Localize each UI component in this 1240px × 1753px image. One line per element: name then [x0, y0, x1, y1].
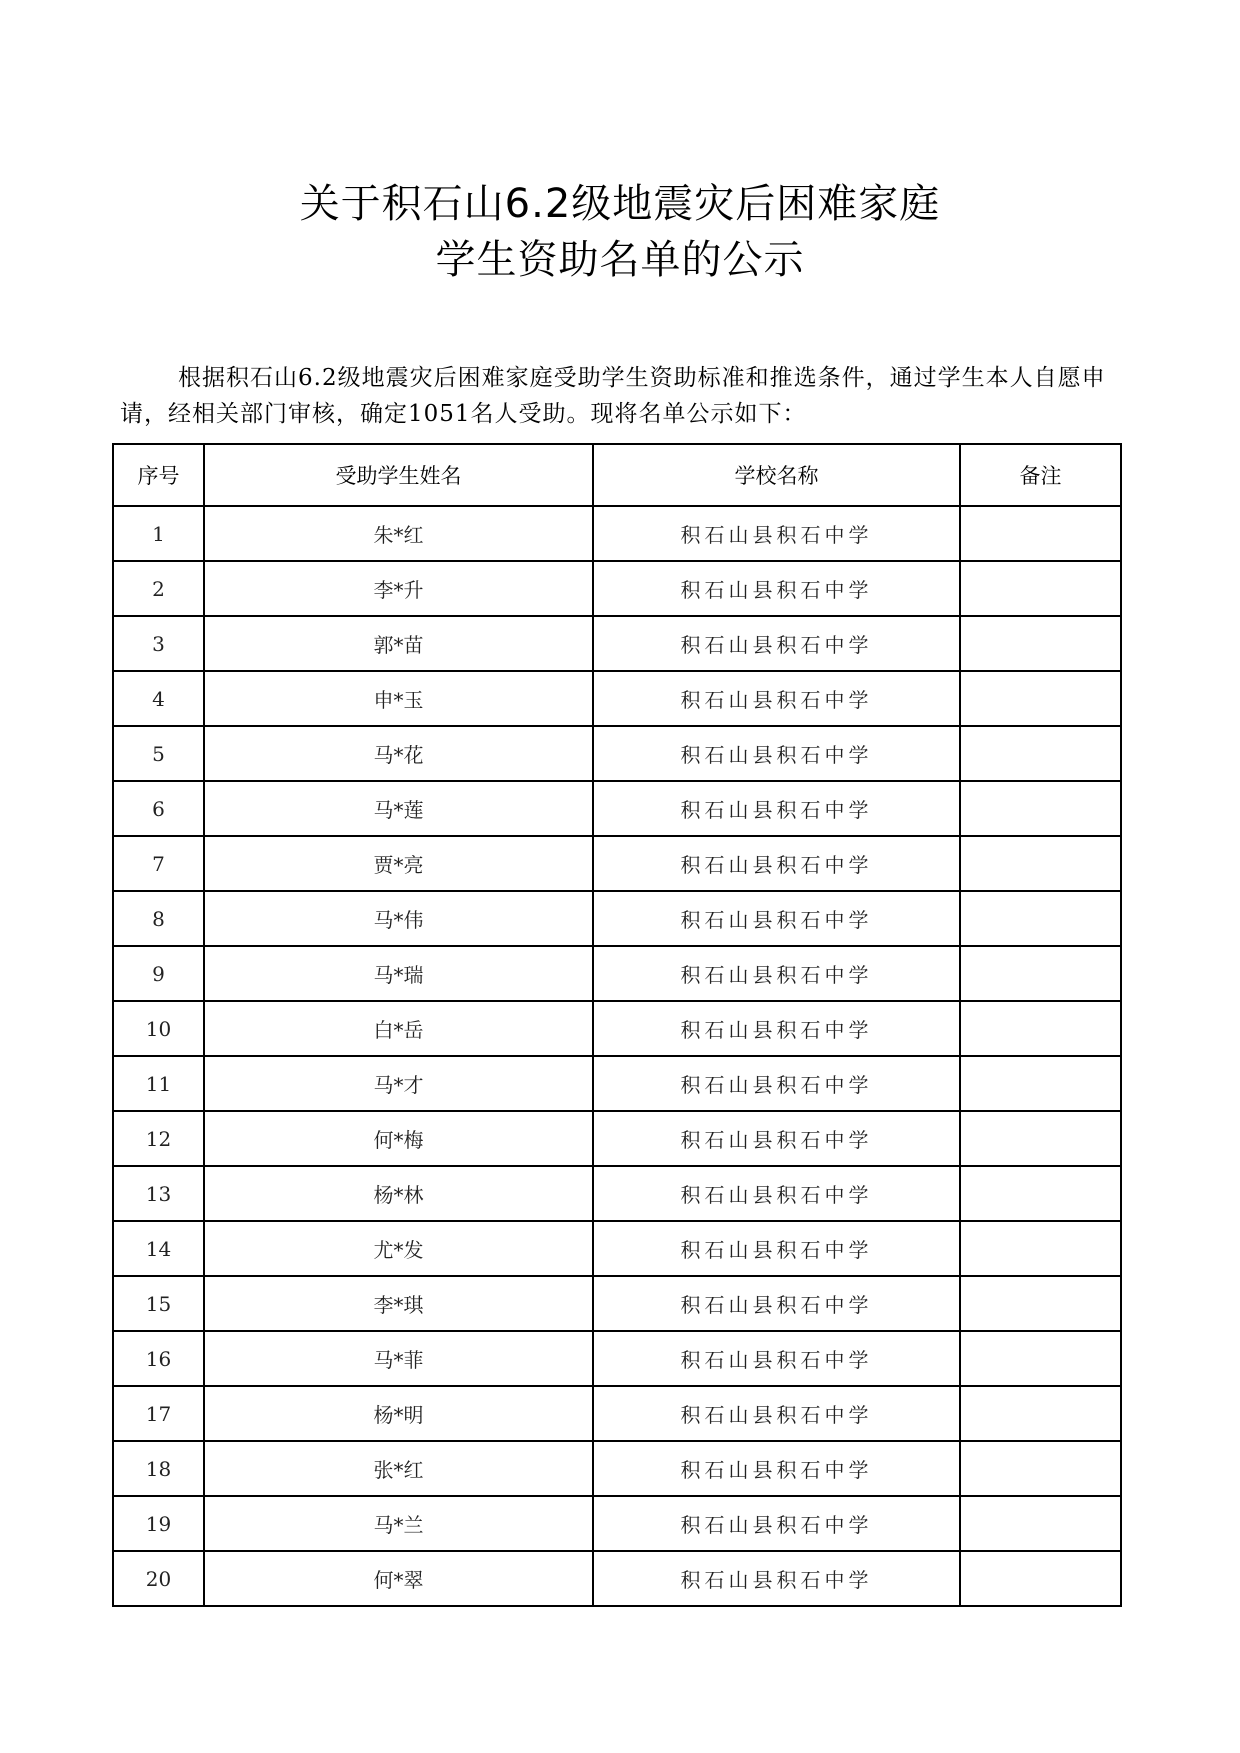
intro-paragraph: 根据积石山6.2级地震灾后困难家庭受助学生资助标准和推选条件，通过学生本人自愿申请，经相关部门审核，确定1051名人受助。现将名单公示如下：	[120, 365, 1106, 427]
serial-number-cell: 10	[113, 1001, 204, 1056]
student-name-cell: 张*红	[204, 1441, 593, 1496]
remarks-cell	[960, 1001, 1121, 1056]
student-name-cell: 李*琪	[204, 1276, 593, 1331]
table-row	[113, 1441, 1121, 1496]
recipient-table	[112, 443, 1122, 1607]
school-name-cell: 积石山县积石中学	[593, 1331, 960, 1386]
school-name-cell: 积石山县积石中学	[593, 1496, 960, 1551]
table-row	[113, 1111, 1121, 1166]
student-name-cell: 马*才	[204, 1056, 593, 1111]
serial-number-cell: 18	[113, 1441, 204, 1496]
remarks-cell	[960, 561, 1121, 616]
serial-number-cell: 3	[113, 616, 204, 671]
serial-number-cell: 15	[113, 1276, 204, 1331]
header-remarks: 备注	[960, 444, 1121, 506]
student-name-cell: 马*莲	[204, 781, 593, 836]
serial-number-cell: 9	[113, 946, 204, 1001]
remarks-cell	[960, 781, 1121, 836]
student-name-cell: 杨*明	[204, 1386, 593, 1441]
student-name-cell: 郭*苗	[204, 616, 593, 671]
document-title-line-2: 学生资助名单的公示	[435, 237, 805, 283]
school-name-cell: 积石山县积石中学	[593, 946, 960, 1001]
table-row	[113, 1496, 1121, 1551]
remarks-cell	[960, 616, 1121, 671]
table-row	[113, 1221, 1121, 1276]
table-body	[113, 506, 1121, 1606]
school-name-cell: 积石山县积石中学	[593, 891, 960, 946]
student-name-cell: 马*瑞	[204, 946, 593, 1001]
remarks-cell	[960, 1441, 1121, 1496]
table-row	[113, 781, 1121, 836]
remarks-cell	[960, 1331, 1121, 1386]
table-row	[113, 726, 1121, 781]
table-row	[113, 946, 1121, 1001]
school-name-cell: 积石山县积石中学	[593, 506, 960, 561]
school-name-cell: 积石山县积石中学	[593, 781, 960, 836]
table-row	[113, 1166, 1121, 1221]
school-name-cell: 积石山县积石中学	[593, 1056, 960, 1111]
document-title-line-1: 关于积石山6.2级地震灾后困难家庭	[299, 181, 941, 227]
student-name-cell: 马*兰	[204, 1496, 593, 1551]
table-row	[113, 506, 1121, 561]
serial-number-cell: 4	[113, 671, 204, 726]
remarks-cell	[960, 891, 1121, 946]
student-name-cell: 杨*林	[204, 1166, 593, 1221]
student-name-cell: 马*花	[204, 726, 593, 781]
school-name-cell: 积石山县积石中学	[593, 1221, 960, 1276]
student-name-cell: 马*菲	[204, 1331, 593, 1386]
student-name-cell: 申*玉	[204, 671, 593, 726]
student-name-cell: 何*梅	[204, 1111, 593, 1166]
serial-number-cell: 8	[113, 891, 204, 946]
student-name-cell: 朱*红	[204, 506, 593, 561]
student-name-cell: 贾*亮	[204, 836, 593, 891]
table-header-row	[113, 444, 1121, 506]
school-name-cell: 积石山县积石中学	[593, 671, 960, 726]
table-row	[113, 561, 1121, 616]
school-name-cell: 积石山县积石中学	[593, 1166, 960, 1221]
table-row	[113, 891, 1121, 946]
table-row	[113, 616, 1121, 671]
remarks-cell	[960, 836, 1121, 891]
serial-number-cell: 5	[113, 726, 204, 781]
remarks-cell	[960, 1056, 1121, 1111]
remarks-cell	[960, 1111, 1121, 1166]
remarks-cell	[960, 671, 1121, 726]
school-name-cell: 积石山县积石中学	[593, 1001, 960, 1056]
serial-number-cell: 6	[113, 781, 204, 836]
school-name-cell: 积石山县积石中学	[593, 1111, 960, 1166]
serial-number-cell: 13	[113, 1166, 204, 1221]
student-name-cell: 何*翠	[204, 1551, 593, 1606]
serial-number-cell: 2	[113, 561, 204, 616]
header-school-name: 学校名称	[593, 444, 960, 506]
table-row	[113, 1276, 1121, 1331]
student-name-cell: 李*升	[204, 561, 593, 616]
school-name-cell: 积石山县积石中学	[593, 561, 960, 616]
serial-number-cell: 1	[113, 506, 204, 561]
remarks-cell	[960, 1221, 1121, 1276]
table-row	[113, 1331, 1121, 1386]
remarks-cell	[960, 1551, 1121, 1606]
school-name-cell: 积石山县积石中学	[593, 1441, 960, 1496]
remarks-cell	[960, 1496, 1121, 1551]
table-row	[113, 671, 1121, 726]
serial-number-cell: 12	[113, 1111, 204, 1166]
serial-number-cell: 14	[113, 1221, 204, 1276]
school-name-cell: 积石山县积石中学	[593, 1386, 960, 1441]
table-row	[113, 1056, 1121, 1111]
remarks-cell	[960, 946, 1121, 1001]
school-name-cell: 积石山县积石中学	[593, 1276, 960, 1331]
remarks-cell	[960, 1386, 1121, 1441]
student-name-cell: 尤*发	[204, 1221, 593, 1276]
remarks-cell	[960, 1166, 1121, 1221]
header-serial-number: 序号	[113, 444, 204, 506]
serial-number-cell: 16	[113, 1331, 204, 1386]
table-row	[113, 1001, 1121, 1056]
school-name-cell: 积石山县积石中学	[593, 616, 960, 671]
serial-number-cell: 7	[113, 836, 204, 891]
table-row	[113, 1386, 1121, 1441]
school-name-cell: 积石山县积石中学	[593, 1551, 960, 1606]
student-name-cell: 马*伟	[204, 891, 593, 946]
student-name-cell: 白*岳	[204, 1001, 593, 1056]
remarks-cell	[960, 726, 1121, 781]
serial-number-cell: 11	[113, 1056, 204, 1111]
school-name-cell: 积石山县积石中学	[593, 836, 960, 891]
header-student-name: 受助学生姓名	[204, 444, 593, 506]
serial-number-cell: 19	[113, 1496, 204, 1551]
remarks-cell	[960, 1276, 1121, 1331]
table-row	[113, 836, 1121, 891]
serial-number-cell: 17	[113, 1386, 204, 1441]
recipient-table-container	[112, 443, 1120, 1607]
serial-number-cell: 20	[113, 1551, 204, 1606]
remarks-cell	[960, 506, 1121, 561]
school-name-cell: 积石山县积石中学	[593, 726, 960, 781]
table-row	[113, 1551, 1121, 1606]
